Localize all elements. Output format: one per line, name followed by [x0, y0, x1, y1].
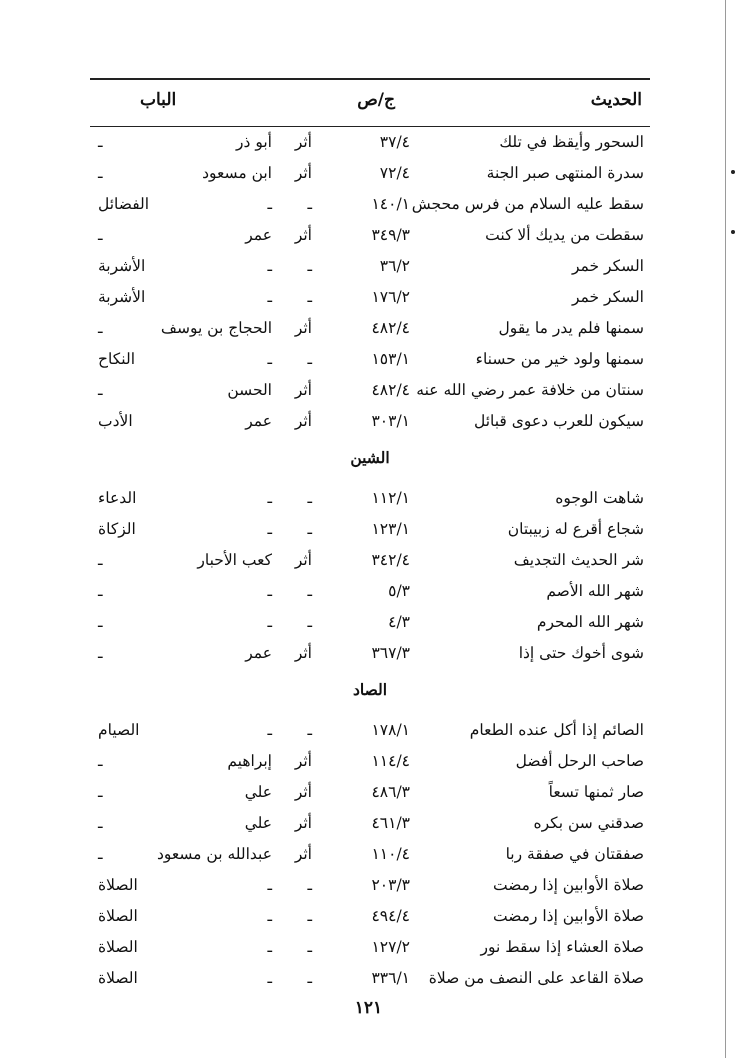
table-row [90, 485, 650, 516]
narration-kind: أثر [294, 381, 312, 399]
hadith-text: السكر خمر [572, 257, 644, 275]
narrator-source: أبو ذر [236, 133, 272, 151]
narrator-source: ـ [267, 938, 272, 956]
narration-kind: ـ [307, 969, 312, 987]
narration-kind: أثر [294, 752, 312, 770]
volume-page-ref: ٤٨٢/٤ [371, 381, 410, 399]
hadith-text: شوى أخوك حتى إذا [518, 644, 644, 662]
volume-page-ref: ١٧٦/٢ [371, 288, 410, 306]
chapter-name: الصلاة [98, 907, 138, 925]
hadith-text: سقطت من يديك ألا كنت [485, 226, 644, 244]
narration-kind: أثر [294, 226, 312, 244]
narrator-source: عمر [245, 412, 272, 430]
narration-kind: ـ [307, 195, 312, 213]
volume-page-ref: ٣٦٧/٣ [371, 644, 410, 662]
page-edge-line [725, 0, 726, 1058]
narration-kind: ـ [307, 876, 312, 894]
volume-page-ref: ٤/٣ [388, 613, 410, 631]
volume-page-ref: ٥/٣ [388, 582, 410, 600]
table-header [90, 80, 650, 126]
chapter-name: ـ [98, 752, 103, 770]
table-row [90, 160, 650, 191]
table-row [90, 578, 650, 609]
narration-kind: أثر [294, 412, 312, 430]
table-row [90, 377, 650, 408]
chapter-name: الفضائل [98, 195, 150, 213]
volume-page-ref: ١١٤/٤ [371, 752, 410, 770]
chapter-name: ـ [98, 133, 103, 151]
narrator-source: ـ [267, 489, 272, 507]
hadith-text: شاهت الوجوه [555, 489, 644, 507]
narrator-source: إبراهيم [227, 752, 272, 770]
narrator-source: عمر [245, 644, 272, 662]
chapter-name: النكاح [98, 350, 135, 368]
volume-page-ref: ٣٣٦/١ [371, 969, 410, 987]
table-row [90, 779, 650, 810]
table-row [90, 191, 650, 222]
table-row [90, 640, 650, 671]
volume-page-ref: ١١٢/١ [371, 489, 410, 507]
hadith-text: الصائم إذا أكل عنده الطعام [469, 721, 644, 739]
table-row [90, 516, 650, 547]
narration-kind: ـ [307, 582, 312, 600]
chapter-name: الأدب [98, 412, 133, 430]
volume-page-ref: ٣٤٢/٤ [371, 551, 410, 569]
chapter-name: ـ [98, 582, 103, 600]
narration-kind: أثر [294, 845, 312, 863]
narrator-source: ابن مسعود [202, 164, 272, 182]
volume-page-ref: ١٧٨/١ [371, 721, 410, 739]
hadith-text: صلاة الأوابين إذا رمضت [492, 907, 644, 925]
narrator-source: ـ [267, 350, 272, 368]
chapter-name: ـ [98, 814, 103, 832]
narrator-source: عمر [245, 226, 272, 244]
narrator-source: ـ [267, 195, 272, 213]
index-page [90, 78, 650, 996]
hadith-text: سمنها فلم يدر ما يقول [498, 319, 644, 337]
narrator-source: عبدالله بن مسعود [156, 845, 272, 863]
table-row [90, 284, 650, 315]
volume-page-ref: ٣٤٩/٣ [371, 226, 410, 244]
hadith-text: صفقتان في صفقة ربا [505, 845, 644, 863]
page-number: ١٢١ [354, 998, 383, 1018]
chapter-name: الزكاة [98, 520, 136, 538]
table-row [90, 253, 650, 284]
narration-kind: أثر [294, 644, 312, 662]
narration-kind: أثر [294, 783, 312, 801]
chapter-name: الصلاة [98, 969, 138, 987]
chapter-name: ـ [98, 845, 103, 863]
header-chapter: الباب [140, 90, 177, 110]
narration-kind: ـ [307, 938, 312, 956]
narrator-source: ـ [267, 257, 272, 275]
hadith-text: شر الحديث التجديف [513, 551, 644, 569]
chapter-name: الأشربة [98, 257, 146, 275]
chapter-name: الصلاة [98, 876, 138, 894]
volume-page-ref: ٤٨٦/٣ [371, 783, 410, 801]
narration-kind: أثر [294, 319, 312, 337]
section-title: الصاد [352, 680, 388, 699]
narration-kind: ـ [307, 257, 312, 275]
hadith-text: سمنها ولود خير من حسناء [475, 350, 644, 368]
narrator-source: ـ [267, 721, 272, 739]
narrator-source: ـ [267, 613, 272, 631]
narrator-source: ـ [267, 907, 272, 925]
hadith-text: صلاة العشاء إذا سقط نور [480, 938, 644, 956]
chapter-name: ـ [98, 164, 103, 182]
narrator-source: ـ [267, 288, 272, 306]
narration-kind: أثر [294, 164, 312, 182]
hadith-text: صلاة القاعد على النصف من صلاة [428, 969, 644, 987]
narrator-source: الحجاج بن يوسف [160, 319, 272, 337]
narrator-source: علي [244, 814, 272, 832]
volume-page-ref: ٧٢/٤ [379, 164, 410, 182]
volume-page-ref: ٢٠٣/٣ [371, 876, 410, 894]
chapter-name: ـ [98, 783, 103, 801]
hadith-text: سقط عليه السلام من فرس محجش [411, 195, 644, 213]
section-title: الشين [350, 448, 390, 467]
volume-page-ref: ١٤٠/١ [371, 195, 410, 213]
volume-page-ref: ٤٩٤/٤ [371, 907, 410, 925]
margin-dot [731, 230, 735, 234]
hadith-text: سنتان من خلافة عمر رضي الله عنه [416, 381, 644, 399]
narration-kind: أثر [294, 814, 312, 832]
chapter-name: ـ [98, 551, 103, 569]
table-row [90, 408, 650, 439]
table-row [90, 315, 650, 346]
narration-kind: أثر [294, 133, 312, 151]
narration-kind: ـ [307, 288, 312, 306]
margin-dot [731, 170, 735, 174]
narration-kind: ـ [307, 520, 312, 538]
hadith-text: صاحب الرحل أفضل [515, 752, 644, 770]
table-row [90, 547, 650, 578]
chapter-name: الدعاء [98, 489, 137, 507]
table-row [90, 717, 650, 748]
volume-page-ref: ٤٨٢/٤ [371, 319, 410, 337]
narrator-source: ـ [267, 876, 272, 894]
hadith-text: سدرة المنتهى صبر الجنة [486, 164, 644, 182]
narrator-source: علي [244, 783, 272, 801]
header-volume-page: ج/ص [357, 90, 395, 110]
chapter-name: الصلاة [98, 938, 138, 956]
hadith-text: سيكون للعرب دعوى قبائل [473, 412, 644, 430]
chapter-name: الأشربة [98, 288, 146, 306]
table-row [90, 934, 650, 965]
table-row [90, 903, 650, 934]
hadith-text: شهر الله الأصم [546, 582, 644, 600]
table-row [90, 810, 650, 841]
chapter-name: الصيام [98, 721, 140, 739]
volume-page-ref: ٣٧/٤ [379, 133, 410, 151]
hadith-text: شهر الله المحرم [536, 613, 644, 631]
table-row [90, 872, 650, 903]
narrator-source: كعب الأحبار [197, 551, 272, 569]
volume-page-ref: ١٢٧/٢ [371, 938, 410, 956]
table-row [90, 841, 650, 872]
narrator-source: ـ [267, 582, 272, 600]
hadith-text: صدقني سن بكره [533, 814, 644, 832]
hadith-text: صلاة الأوابين إذا رمضت [492, 876, 644, 894]
hadith-text: صار ثمنها تسعاً [548, 783, 644, 801]
narration-kind: ـ [307, 721, 312, 739]
narration-kind: ـ [307, 907, 312, 925]
index-rows [90, 127, 650, 996]
narration-kind: ـ [307, 489, 312, 507]
narration-kind: ـ [307, 613, 312, 631]
volume-page-ref: ١١٠/٤ [371, 845, 410, 863]
narrator-source: الحسن [227, 381, 272, 399]
header-hadith: الحديث [590, 90, 642, 110]
hadith-text: شجاع أقرع له زبيبتان [507, 520, 644, 538]
section-heading [90, 671, 650, 717]
chapter-name: ـ [98, 613, 103, 631]
chapter-name: ـ [98, 319, 103, 337]
table-row [90, 748, 650, 779]
chapter-name: ـ [98, 226, 103, 244]
volume-page-ref: ٣٦/٢ [379, 257, 410, 275]
volume-page-ref: ٤٦١/٣ [371, 814, 410, 832]
chapter-name: ـ [98, 644, 103, 662]
narrator-source: ـ [267, 969, 272, 987]
volume-page-ref: ٣٠٣/١ [371, 412, 410, 430]
volume-page-ref: ١٥٣/١ [371, 350, 410, 368]
hadith-text: السكر خمر [572, 288, 644, 306]
chapter-name: ـ [98, 381, 103, 399]
volume-page-ref: ١٢٣/١ [371, 520, 410, 538]
table-row [90, 222, 650, 253]
table-row [90, 346, 650, 377]
hadith-text: السحور وأيقظ في تلك [499, 133, 644, 151]
table-row [90, 129, 650, 160]
section-heading [90, 439, 650, 485]
narration-kind: ـ [307, 350, 312, 368]
narrator-source: ـ [267, 520, 272, 538]
table-row [90, 965, 650, 996]
narration-kind: أثر [294, 551, 312, 569]
table-row [90, 609, 650, 640]
